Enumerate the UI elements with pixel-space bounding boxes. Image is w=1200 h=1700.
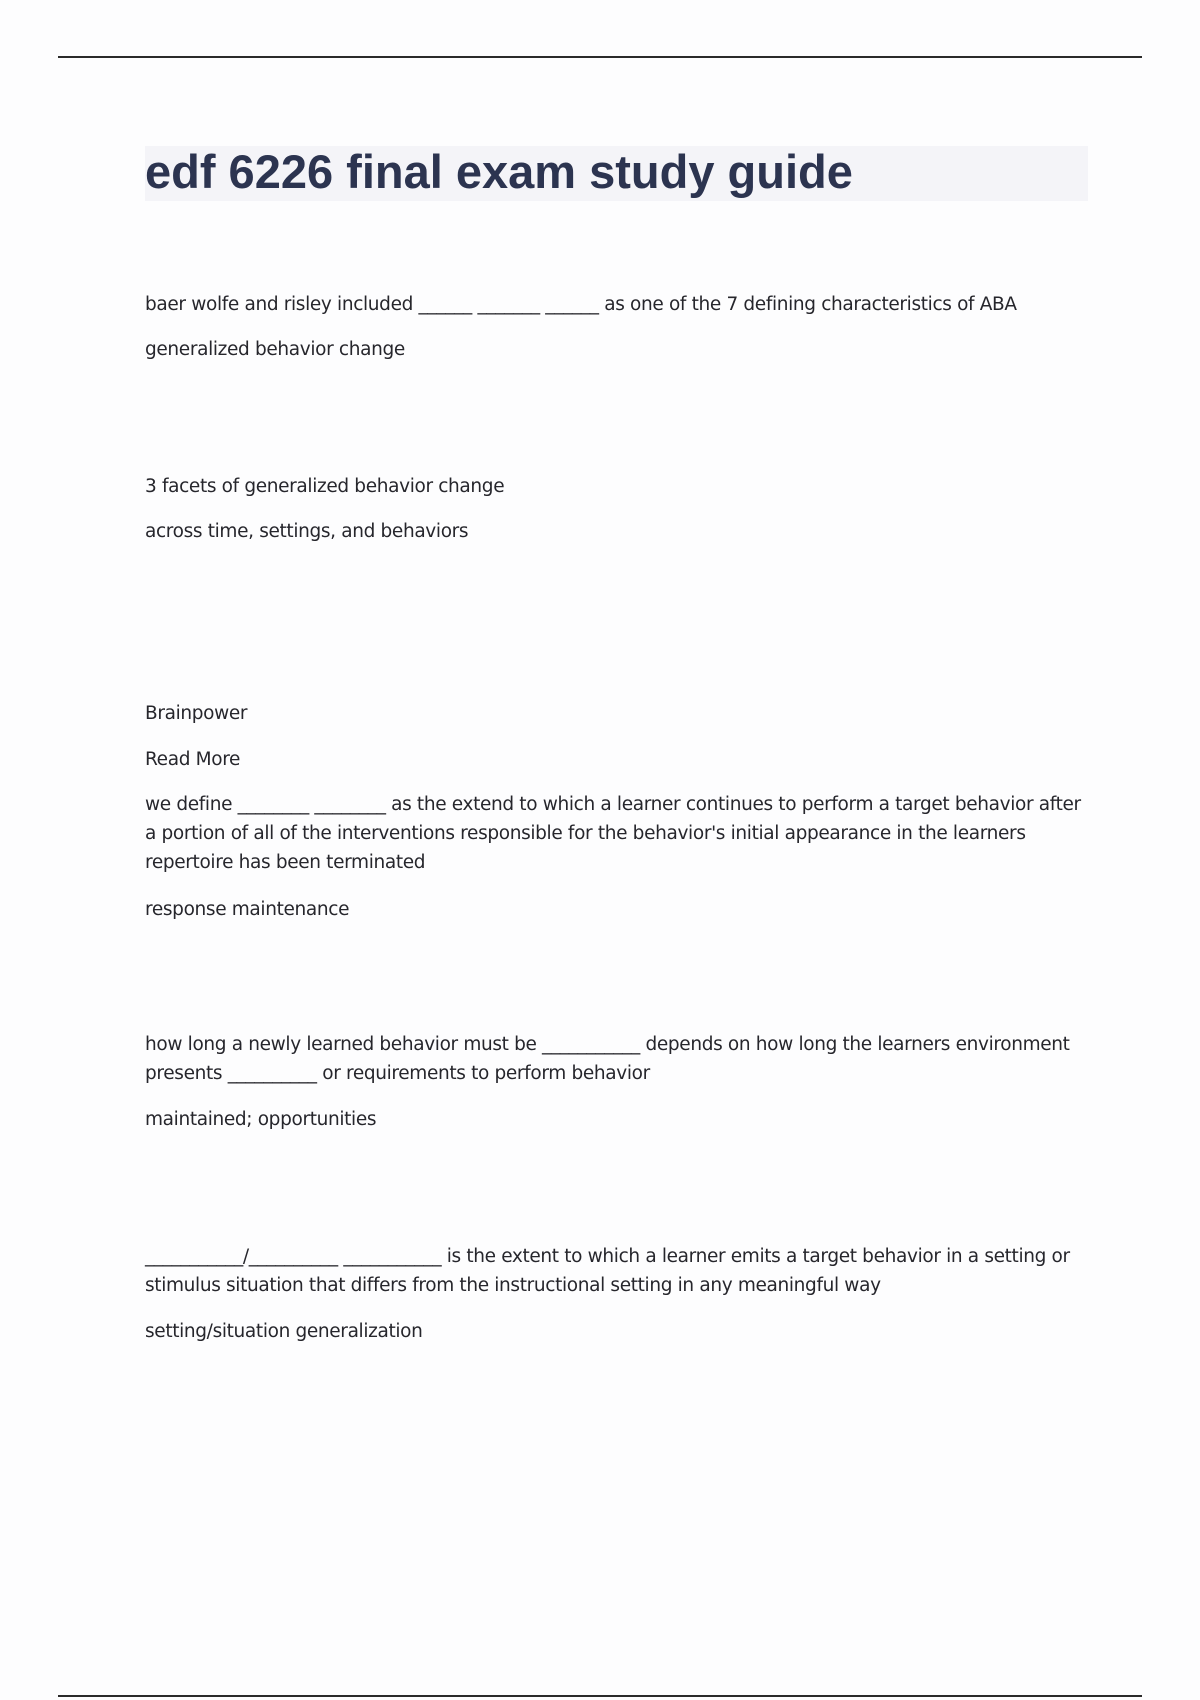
page-title: edf 6226 final exam study guide	[145, 145, 853, 198]
read-more-link[interactable]: Read More	[145, 749, 241, 770]
card-2-term: 3 facets of generalized behavior change	[145, 476, 505, 497]
card-3-definition: response maintenance	[145, 899, 350, 920]
card-4-term: how long a newly learned behavior must be ___________ depends on how long the learners environment presents __________ or requirements to perform behavior	[145, 1034, 1070, 1084]
promo-brand: Brainpower	[145, 703, 248, 724]
card-1-term: baer wolfe and risley included ______ _______ ______ as one of the 7 defining characteristics of ABA	[145, 294, 1017, 315]
card-4-definition: maintained; opportunities	[145, 1109, 377, 1130]
top-divider	[58, 56, 1142, 58]
card-2-definition: across time, settings, and behaviors	[145, 521, 469, 542]
card-5-definition: setting/situation generalization	[145, 1321, 423, 1342]
card-3-term: we define ________ ________ as the extend to which a learner continues to perform a target behavior after a portion of all of the interventions responsible for the behavior's initial appearance in the learners repertoire has been terminated	[145, 794, 1081, 873]
card-5-term: ___________/__________ ___________ is the extent to which a learner emits a target behavior in a setting or stimulus situation that differs from the instructional setting in any meaningful way	[145, 1246, 1070, 1296]
card-1-definition: generalized behavior change	[145, 339, 405, 360]
bottom-divider	[58, 1695, 1142, 1697]
